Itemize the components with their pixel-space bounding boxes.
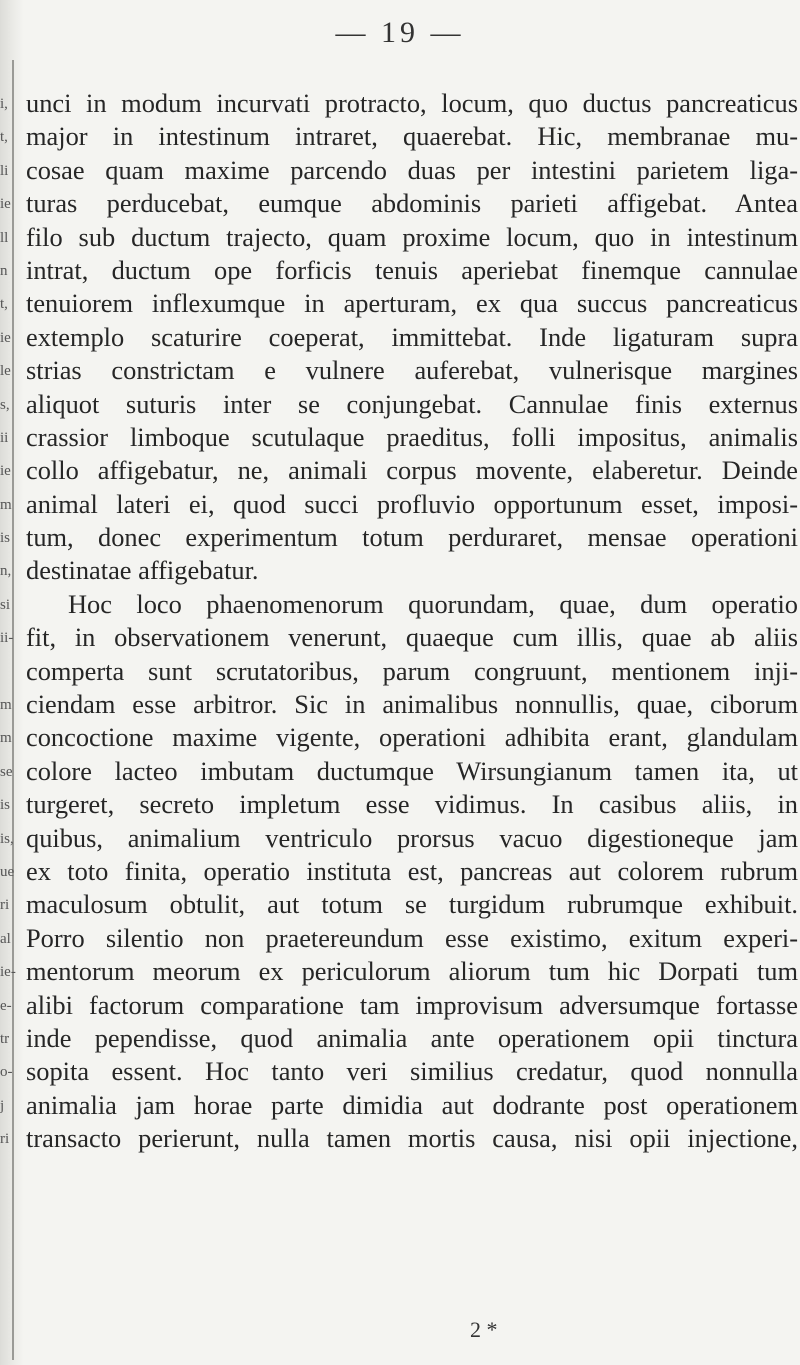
text-line: tenuiorem inflexumque in aperturam, ex qua succus pancreaticus <box>26 288 798 319</box>
text-line: inde pependisse, quod animalia ante operationem opii tinctura <box>26 1022 798 1053</box>
text-line: quibus, animalium ventriculo prorsus vacuo digestioneque jam <box>26 822 798 853</box>
facing-page-fragment: is <box>0 797 11 814</box>
facing-page-fragment: ii- <box>0 630 14 647</box>
facing-page-fragment: o- <box>0 1064 13 1081</box>
text-line: comperta sunt scrutatoribus, parum congruunt, mentionem inji- <box>26 655 798 686</box>
text-line: sopita essent. Hoc tanto veri similius credatur, quod nonnulla <box>26 1056 798 1087</box>
text-line: tum, donec experimentum totum perduraret, mensae operationi <box>26 522 798 553</box>
facing-page-fragment: tr <box>0 1030 10 1047</box>
paragraph <box>26 87 798 588</box>
page-number: — 19 — <box>335 16 465 49</box>
text-line: alibi factorum comparatione tam improvisum adversumque fortasse <box>26 989 798 1020</box>
text-line: concoctione maxime vigente, operationi adhibita erant, glandulam <box>26 722 798 753</box>
text-line: cosae quam maxime parcendo duas per intestini parietem liga- <box>26 154 798 185</box>
text-line: ciendam esse arbitror. Sic in animalibus nonnullis, quae, ciborum <box>26 689 798 720</box>
facing-page-fragment: li <box>0 162 9 179</box>
paragraph <box>26 588 798 1156</box>
text-line: fit, in observationem venerunt, quaeque cum illis, quae ab aliis <box>26 622 798 653</box>
facing-page-fragment: si <box>0 596 11 613</box>
facing-page-fragment: ie <box>0 463 11 480</box>
facing-page-fragment: ie- <box>0 964 16 981</box>
facing-page-fragment: ii <box>0 429 9 446</box>
facing-page-fragment: n, <box>0 563 12 580</box>
text-line: collo affigebatur, ne, animali corpus movente, elaberetur. Deinde <box>26 455 798 486</box>
facing-page-fragment: m <box>0 496 12 513</box>
facing-page-fragment: le <box>0 363 11 380</box>
facing-page-fragment: s, <box>0 396 10 413</box>
facing-page-fragment: se <box>0 763 13 780</box>
text-line: animal lateri ei, quod succi profluvio opportunum esset, imposi- <box>26 488 798 519</box>
facing-page-fragment: i, <box>0 96 8 112</box>
signature-mark: 2 * <box>470 1317 498 1342</box>
text-line: destinatae affigebatur. <box>26 555 259 586</box>
text-line: colore lacteo imbutam ductumque Wirsungianum tamen ita, ut <box>26 755 798 786</box>
facing-page-fragment: ie <box>0 196 11 213</box>
facing-page-fragment <box>0 656 18 689</box>
text-line: animalia jam horae parte dimidia aut dodrante post operationem <box>26 1089 798 1120</box>
facing-page-fragments <box>0 88 18 1157</box>
text-line: intrat, ductum ope forficis tenuis aperiebat finemque cannulae <box>26 254 798 285</box>
facing-page-fragment: t, <box>0 129 8 146</box>
text-line: turgeret, secreto impletum esse vidimus. In casibus aliis, in <box>26 789 798 820</box>
text-line: ex toto finita, operatio instituta est, pancreas aut colorem rubrum <box>26 855 798 886</box>
facing-page-fragment: n <box>0 262 8 279</box>
facing-page-fragment: ie <box>0 329 11 346</box>
facing-page-fragment: ri <box>0 1131 10 1148</box>
text-line: maculosum obtulit, aut totum se turgidum rubrumque exhibuit. <box>26 889 798 920</box>
facing-page-fragment: ll <box>0 229 9 246</box>
facing-page-fragment: t, <box>0 296 8 313</box>
text-line: Hoc loco phaenomenorum quorundam, quae, dum operatio <box>68 588 798 619</box>
text-line: major in intestinum intraret, quaerebat. Hic, membranae mu- <box>26 121 798 152</box>
facing-page-fragment: is, <box>0 830 14 847</box>
facing-page-fragment: al <box>0 930 11 947</box>
facing-page-fragment: j <box>0 1097 5 1114</box>
facing-page-fragment: is <box>0 530 11 547</box>
text-line: crassior limboque scutulaque praeditus, folli impositus, animalis <box>26 421 798 452</box>
facing-page-fragment: m <box>0 697 12 714</box>
text-line: filo sub ductum trajecto, quam proxime locum, quo in intestinum <box>26 221 798 252</box>
text-line: Porro silentio non praetereundum esse existimo, exitum experi- <box>26 922 798 953</box>
text-line: extemplo scaturire coeperat, immittebat. Inde ligaturam supra <box>26 321 798 352</box>
body-text <box>26 87 798 1156</box>
facing-page-fragment: e- <box>0 997 12 1014</box>
text-line: strias constrictam e vulnere auferebat, vulnerisque margines <box>26 355 798 386</box>
text-line: unci in modum incurvati protracto, locum, quo ductus pancreaticus <box>26 88 798 118</box>
text-line: mentorum meorum ex periculorum aliorum tum hic Dorpati tum <box>26 956 798 987</box>
facing-page-fragment: ue <box>0 863 15 880</box>
text-line: transacto perierunt, nulla tamen mortis causa, nisi opii injectione, <box>26 1123 798 1154</box>
text-line: aliquot suturis inter se conjungebat. Cannulae finis externus <box>26 388 798 419</box>
facing-page-fragment: m <box>0 730 12 747</box>
facing-page-fragment: ri <box>0 897 10 914</box>
text-line: turas perducebat, eumque abdominis parieti affigebat. Antea <box>26 188 798 219</box>
